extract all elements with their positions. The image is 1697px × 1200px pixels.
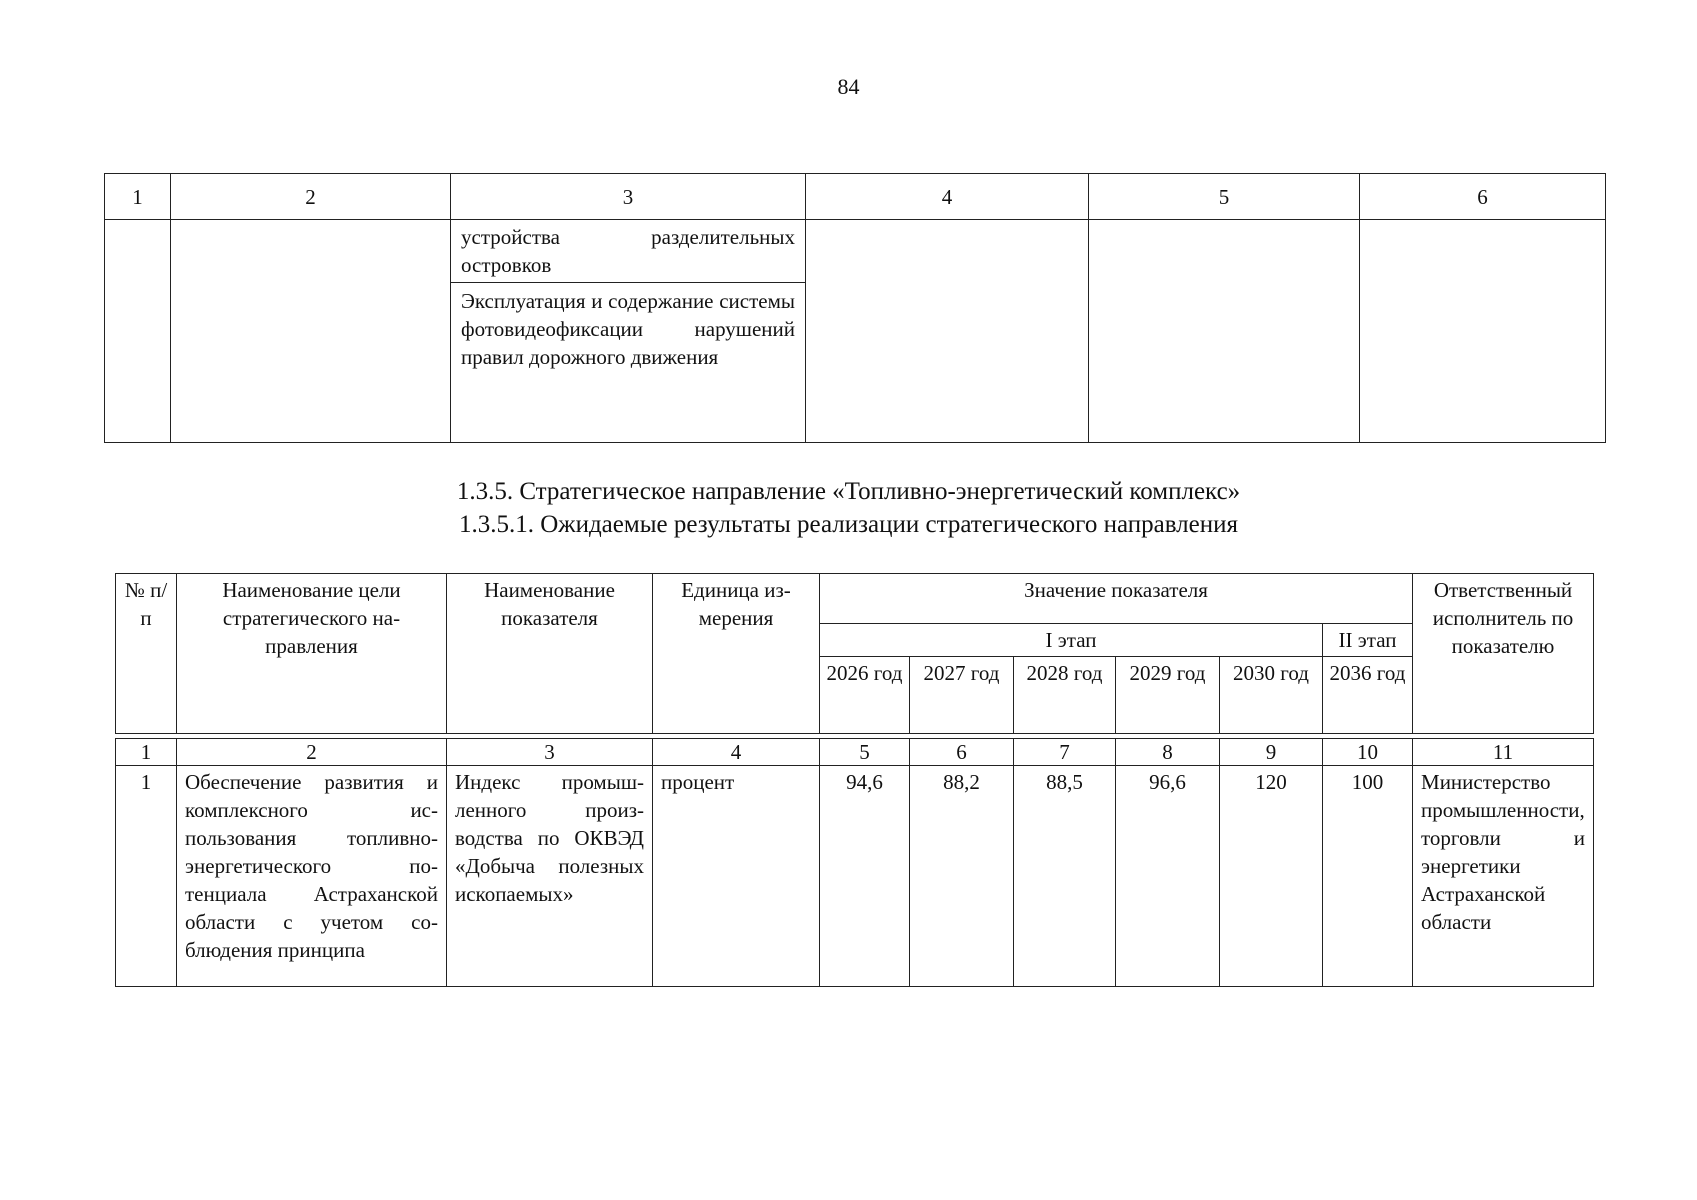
header-stage-1: I этап	[820, 624, 1323, 657]
value-2026: 94,6	[820, 766, 910, 987]
continuation-header-row	[105, 174, 1606, 220]
value-2036: 100	[1323, 766, 1413, 987]
row-number: 1	[116, 766, 177, 987]
table-row	[116, 766, 1594, 987]
continuation-table	[104, 173, 1606, 443]
section-title: 1.3.5. Стратегическое направление «Топливно-энергетический комплекс»	[456, 478, 1241, 505]
header-year: 2028 год	[1014, 657, 1116, 734]
column-number: 4	[806, 174, 1089, 220]
header-year: 2026 год	[820, 657, 910, 734]
activity-list-cell	[451, 220, 806, 443]
column-number: 9	[1220, 739, 1323, 766]
empty-cell	[1360, 220, 1606, 443]
column-number: 1	[116, 739, 177, 766]
goal-cell: Обеспечение развития и комплексного использования топливно-энергетического потенциала Астраханской области с учетом соблюдения принципа	[177, 766, 447, 987]
column-number: 11	[1413, 739, 1594, 766]
column-number: 2	[171, 174, 451, 220]
responsible-cell: Министерство промышленности, торговли и энергетики Астраханской области	[1413, 766, 1594, 987]
column-number-row	[116, 739, 1594, 766]
results-table	[115, 573, 1594, 987]
header-unit: Единица измерения	[653, 574, 820, 734]
empty-cell	[1089, 220, 1360, 443]
continuation-body-row	[105, 220, 1606, 443]
column-number: 3	[447, 739, 653, 766]
column-number: 6	[910, 739, 1014, 766]
header-responsible: Ответственный исполнитель по показателю	[1413, 574, 1594, 734]
column-number: 5	[820, 739, 910, 766]
column-number: 10	[1323, 739, 1413, 766]
header-year: 2027 год	[910, 657, 1014, 734]
header-year: 2036 год	[1323, 657, 1413, 734]
section-subtitle: 1.3.5.1. Ожидаемые результаты реализации стратегического направления	[459, 511, 1238, 538]
header-year: 2029 год	[1116, 657, 1220, 734]
header-year: 2030 год	[1220, 657, 1323, 734]
empty-cell	[105, 220, 171, 443]
empty-cell	[171, 220, 451, 443]
value-2029: 96,6	[1116, 766, 1220, 987]
page-number: 84	[837, 74, 860, 99]
column-number: 3	[451, 174, 806, 220]
activity-item: Эксплуатация и содержание системы фотовидеофиксации нарушений правил дорожного движения	[461, 289, 795, 369]
unit-cell: процент	[653, 766, 820, 987]
value-2030: 120	[1220, 766, 1323, 987]
header-value: Значение показателя	[820, 574, 1413, 624]
results-header-row	[116, 574, 1594, 624]
column-number: 8	[1116, 739, 1220, 766]
column-number: 5	[1089, 174, 1360, 220]
header-stage-2: II этап	[1323, 624, 1413, 657]
header-number: № п/п	[116, 574, 177, 734]
header-goal: Наименование цели стратегического направления	[177, 574, 447, 734]
empty-cell	[806, 220, 1089, 443]
column-number: 6	[1360, 174, 1606, 220]
column-number: 2	[177, 739, 447, 766]
column-number: 4	[653, 739, 820, 766]
header-indicator: Наименование показателя	[447, 574, 653, 734]
indicator-cell: Индекс промышленного производства по ОКВЭД «Добыча полезных ископаемых»	[447, 766, 653, 987]
column-number: 7	[1014, 739, 1116, 766]
value-2028: 88,5	[1014, 766, 1116, 987]
activity-item: устройства разделительных островков	[451, 220, 805, 283]
column-number: 1	[105, 174, 171, 220]
value-2027: 88,2	[910, 766, 1014, 987]
